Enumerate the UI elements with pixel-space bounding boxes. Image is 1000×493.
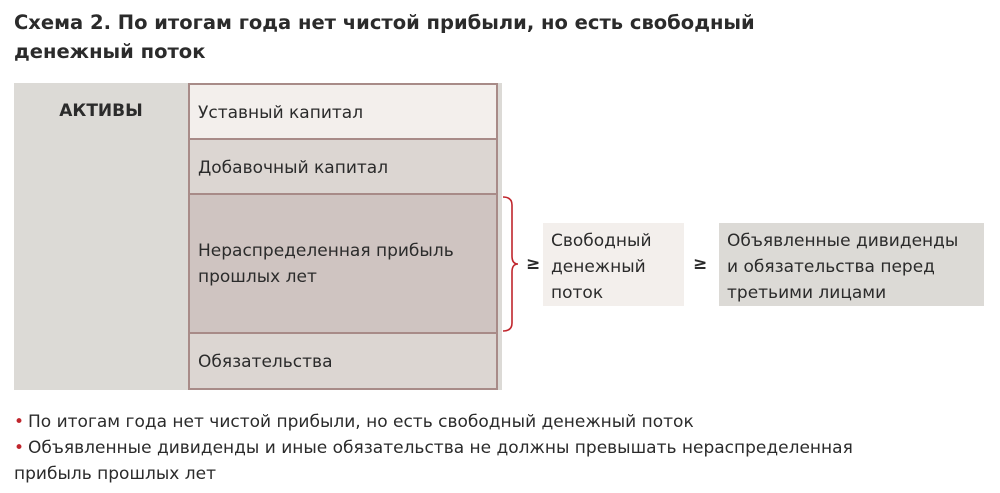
note-1-text: По итогам года нет чистой прибыли, но есть свободный денежный поток: [28, 412, 694, 432]
retained-earnings-label-line-2: прошлых лет: [198, 267, 317, 287]
notes-list: [14, 409, 994, 487]
dividends-line-2: и обязательства перед: [727, 257, 935, 277]
bullet-icon: •: [14, 438, 25, 458]
retained-earnings-cell: [188, 193, 498, 334]
additional-capital-cell: [188, 138, 498, 195]
free-cash-flow-box: [543, 223, 684, 306]
additional-capital-label: Добавочный капитал: [198, 158, 389, 178]
free-cash-flow-line-1: Свободный: [551, 231, 652, 251]
diagram-title: [14, 8, 914, 66]
bullet-icon: •: [14, 412, 25, 432]
greater-or-equal-sign-1: ≥: [526, 254, 541, 274]
diagram-title-line-2: денежный поток: [14, 40, 206, 63]
liabilities-cell: [188, 332, 498, 390]
free-cash-flow-line-3: поток: [551, 283, 604, 303]
dividends-line-1: Объявленные дивиденды: [727, 231, 959, 251]
dividends-obligations-box: [719, 223, 984, 306]
note-item: [14, 409, 994, 435]
dividends-line-3: третьими лицами: [727, 283, 887, 303]
liabilities-stack: [188, 83, 502, 390]
note-2-text-line-2: прибыль прошлых лет: [14, 464, 216, 484]
charter-capital-cell: [188, 83, 498, 140]
retained-earnings-label-line-1: Нераспределенная прибыль: [198, 241, 454, 261]
note-item: [14, 435, 994, 461]
note-2-text-line-1: Объявленные дивиденды и иные обязательства не должны превышать нераспределенная: [28, 438, 853, 458]
curly-brace-icon: [502, 196, 522, 332]
greater-or-equal-sign-2: ≥: [693, 254, 708, 274]
liabilities-label: Обязательства: [198, 352, 333, 372]
free-cash-flow-line-2: денежный: [551, 257, 646, 277]
assets-label: АКТИВЫ: [59, 101, 143, 121]
diagram-title-line-1: Схема 2. По итогам года нет чистой прибыли, но есть свободный: [14, 11, 755, 34]
charter-capital-label: Уставный капитал: [198, 103, 364, 123]
